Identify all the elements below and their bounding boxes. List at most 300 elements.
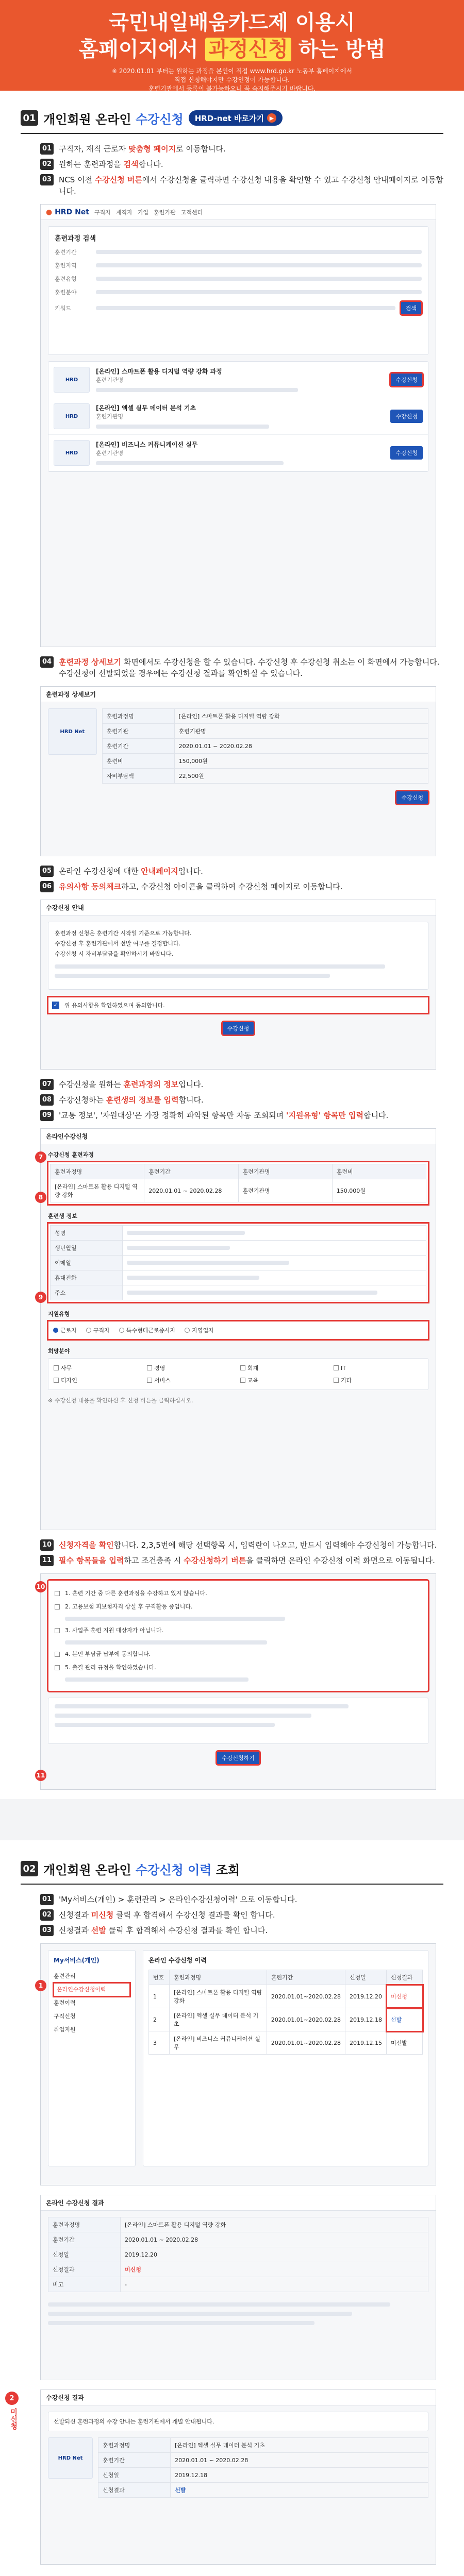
checkbox-icon[interactable] xyxy=(147,1378,152,1383)
table-row xyxy=(149,1985,423,2008)
column-header: 훈련기간 xyxy=(267,1970,345,1985)
step-text-red: 수강신청하기 버튼 xyxy=(184,1556,246,1565)
nav-item[interactable]: 구직자 xyxy=(94,209,111,216)
checkbox-icon[interactable] xyxy=(55,1604,60,1609)
cell: [온라인] 스마트폰 활용 디지털 역량 강화 xyxy=(51,1179,144,1202)
table-header-row xyxy=(149,1970,423,1985)
column-header: 훈련과정명 xyxy=(51,1164,144,1179)
nav-item[interactable]: 재직자 xyxy=(115,209,132,216)
hero-banner xyxy=(0,0,464,91)
step-text xyxy=(59,866,203,877)
radio-checked-icon[interactable] xyxy=(53,1328,58,1333)
section2-title-post: 조회 xyxy=(211,1862,240,1877)
step-text-rest: 입니다. xyxy=(178,867,203,876)
guide-title: 수강신청 안내 xyxy=(46,904,84,911)
guide-notice-line: 훈련과정 신청은 훈련기간 시작일 기준으로 가능합니다. xyxy=(55,930,192,937)
field-label: 신청일 xyxy=(98,2468,171,2483)
section2-steps xyxy=(40,1894,443,1936)
checkbox-checked-icon[interactable]: ✓ xyxy=(52,1002,59,1009)
table-row xyxy=(51,1256,426,1270)
table-row xyxy=(98,2468,428,2483)
eligibility-text: 5. 출결 관리 규정을 확인하였습니다. xyxy=(65,1664,156,1671)
filter-input[interactable] xyxy=(96,263,422,267)
menu-item[interactable]: 취업지원 xyxy=(54,2026,76,2033)
checkbox-icon[interactable] xyxy=(334,1365,339,1370)
my-service-menu xyxy=(48,1950,136,2166)
detail-row xyxy=(48,708,428,784)
table-row xyxy=(48,2232,428,2247)
field-label: 훈련과정명 xyxy=(98,2438,171,2453)
checkbox-icon[interactable] xyxy=(55,1628,60,1633)
menu-item[interactable]: 구직신청 xyxy=(54,2013,76,2020)
field-label: 훈련비 xyxy=(102,754,174,769)
step-text xyxy=(59,143,226,155)
table-row xyxy=(48,2217,428,2232)
area-section-title: 희망분야 xyxy=(48,1348,70,1354)
form-content xyxy=(41,1144,436,1411)
detail-apply-button[interactable]: 수강신청 xyxy=(396,791,428,804)
section2-title-hl: 수강신청 이력 xyxy=(136,1862,212,1877)
form-line xyxy=(55,1704,349,1708)
radio-option[interactable] xyxy=(53,1326,77,1334)
step-text xyxy=(59,881,343,892)
apply-button[interactable]: 수강신청 xyxy=(390,373,423,386)
cell: 2 xyxy=(149,2008,170,2031)
radio-option[interactable] xyxy=(119,1326,176,1334)
eligibility-content xyxy=(41,1574,436,1771)
nav-item[interactable]: 훈련기관 xyxy=(154,209,176,216)
cell: 2020.01.01~2020.02.28 xyxy=(267,1985,345,2008)
course-title[interactable]: [온라인] 엑셀 실무 데이터 분석 기초 xyxy=(96,404,196,412)
step-text-rest: 클릭 후 합격해서 수강신청 결과를 확인 합니다. xyxy=(106,1926,268,1935)
hrd-logo: ● HRD Net xyxy=(46,208,89,216)
field-label: 비고 xyxy=(48,2277,121,2292)
step-number: 02 xyxy=(40,159,54,170)
step-number: 10 xyxy=(40,1539,54,1551)
checkbox-icon[interactable] xyxy=(240,1378,245,1383)
table-row xyxy=(102,739,428,754)
cell: 훈련기관명 xyxy=(238,1179,332,1202)
step-text-red: 훈련생의 정보를 입력 xyxy=(106,1095,179,1105)
table-row xyxy=(98,2483,428,2498)
eligibility-text: 3. 사업주 훈련 지원 대상자가 아닙니다. xyxy=(65,1627,163,1634)
column-header: 번호 xyxy=(149,1970,170,1985)
checkbox-label: 회계 xyxy=(247,1365,259,1371)
hrd-net-link-label: HRD-net 바로가기 xyxy=(194,113,264,123)
radio-option[interactable] xyxy=(86,1326,110,1334)
section2-number: 02 xyxy=(21,1861,38,1876)
field-label: 훈련기간 xyxy=(102,739,174,754)
course-thumbnail: HRD Net xyxy=(48,2437,93,2479)
section2-header xyxy=(21,1856,443,1882)
result-content xyxy=(41,2211,436,2331)
section2-rule xyxy=(21,1884,443,1885)
form-line xyxy=(48,2302,390,2307)
checkbox-icon[interactable] xyxy=(240,1365,245,1370)
step-number: 03 xyxy=(40,1925,54,1936)
nav-item[interactable]: 고객센터 xyxy=(180,209,203,216)
step-text-rest: 입니다. xyxy=(178,1080,204,1089)
checkbox-icon[interactable] xyxy=(54,1365,59,1370)
hero-title-line2 xyxy=(0,36,464,63)
result-link[interactable]: 선발 xyxy=(387,2008,423,2031)
filter-row xyxy=(55,275,422,283)
course-info-box xyxy=(48,1162,428,1205)
step-number: 11 xyxy=(40,1555,54,1566)
course-org: 훈련기관명 xyxy=(96,377,124,383)
checkbox-icon[interactable] xyxy=(55,1591,60,1596)
field-value: 훈련기관명 xyxy=(174,724,428,739)
field-value: 2020.01.01 ~ 2020.02.28 xyxy=(174,739,428,754)
apply-button[interactable]: 수강신청 xyxy=(390,410,423,423)
step-text-red: 신청자격을 확인 xyxy=(59,1540,114,1550)
step-text-red: '지원유형' 항목만 입력 xyxy=(286,1111,363,1120)
search-button[interactable]: 검색 xyxy=(401,301,422,315)
table-row xyxy=(102,724,428,739)
form-line xyxy=(48,2321,314,2325)
step-item xyxy=(40,656,443,679)
field-label: 신청결과 xyxy=(98,2483,171,2498)
step-text-red: 선발 xyxy=(91,1926,106,1935)
cell[interactable]: [온라인] 스마트폰 활용 디지털 역량 강화 xyxy=(170,1985,267,2008)
field-label: 훈련기간 xyxy=(48,2232,121,2247)
selected-header xyxy=(41,2390,436,2405)
hero-title-highlight: 과정신청 xyxy=(205,38,291,61)
course-org: 훈련기관명 xyxy=(96,413,124,420)
field-value: [온라인] 엑셀 실무 데이터 분석 기초 xyxy=(171,2438,428,2453)
step-text-rest: 하고 조건충족 시 xyxy=(124,1556,184,1565)
step-text-part: 수강신청을 원하는 xyxy=(59,1080,124,1089)
field-label: 신청일 xyxy=(48,2247,121,2262)
step-text-red: 맞춤형 페이지 xyxy=(128,144,176,154)
radio-label: 자영업자 xyxy=(192,1327,214,1334)
eligibility-box xyxy=(48,1580,428,1691)
hero-notice-line: ※ 2020.01.01 부터는 원하는 과정을 본인이 직접 www.hrd.go.kr 노동부 홈페이지에서 xyxy=(111,67,353,75)
field-input[interactable] xyxy=(123,1256,426,1270)
eligibility-item[interactable] xyxy=(55,1624,422,1637)
menu-item-active[interactable]: 온라인수강신청이력 xyxy=(54,1983,130,1996)
step-text-part: NCS 이전 xyxy=(59,175,95,184)
field-label: 훈련과정명 xyxy=(102,709,174,724)
eligibility-item[interactable] xyxy=(55,1600,422,1614)
step-text-rest: 클릭 후 합격해서 수강신청 결과를 확인 합니다. xyxy=(113,1910,275,1920)
selected-content xyxy=(41,2405,436,2504)
step-text-red: 훈련과정 상세보기 xyxy=(59,657,122,667)
table-row xyxy=(98,2453,428,2468)
step-text xyxy=(59,1110,388,1121)
filter-row xyxy=(55,301,422,315)
eligibility-text: 1. 훈련 기간 중 다른 훈련과정을 수강하고 있지 않습니다. xyxy=(65,1590,207,1597)
step-item xyxy=(40,1110,443,1121)
checkbox-icon[interactable] xyxy=(54,1378,59,1383)
column-header: 신청일 xyxy=(345,1970,387,1985)
selected-title: 수강신청 결과 xyxy=(46,2394,84,2401)
step-text xyxy=(59,1555,435,1566)
section1-header xyxy=(21,105,443,131)
area-grid xyxy=(48,1358,428,1390)
cell[interactable]: [온라인] 비즈니스 커뮤니케이션 실무 xyxy=(170,2031,267,2055)
cell: 3 xyxy=(149,2031,170,2055)
column-header: 신청결과 xyxy=(387,1970,423,1985)
column-header: 훈련기간 xyxy=(144,1164,238,1179)
step-text xyxy=(59,656,443,679)
screenshot-eligibility xyxy=(36,1573,436,1790)
hero-title-line1: 국민내일배움카드제 이용시 xyxy=(109,11,355,35)
step-item xyxy=(40,866,443,877)
step-text xyxy=(59,1079,203,1090)
field-value: 150,000원 xyxy=(174,754,428,769)
step-text-rest: 합니다. xyxy=(363,1111,389,1120)
detail-header xyxy=(41,687,436,702)
radio-icon[interactable] xyxy=(119,1328,124,1333)
step-text xyxy=(59,1909,275,1921)
checkbox-option[interactable] xyxy=(334,1376,423,1384)
step-number: 05 xyxy=(40,866,54,877)
filter-input[interactable] xyxy=(96,250,422,254)
checkbox-label: 사무 xyxy=(61,1365,72,1371)
steps-e xyxy=(40,1539,443,1566)
eligibility-item[interactable] xyxy=(55,1661,422,1674)
history-panel xyxy=(143,1950,428,2166)
field-input[interactable] xyxy=(123,1241,426,1256)
eligibility-text: 2. 고용보험 피보험자격 상실 후 구직활동 중입니다. xyxy=(65,1603,193,1610)
marker-7: 7 xyxy=(35,1151,46,1163)
apply-button[interactable]: 수강신청 xyxy=(390,446,423,460)
guide-notice-box xyxy=(48,922,428,990)
hero-notice-line: 훈련기관에서 등록이 불가능하오니 꼭 숙지해주시기 바랍니다. xyxy=(148,85,316,92)
table-row xyxy=(48,2247,428,2262)
agree-label: 위 유의사항을 확인하였으며 동의합니다. xyxy=(64,1002,165,1009)
field-value: 미신청 xyxy=(121,2262,428,2277)
filter-label: 훈련분야 xyxy=(55,289,77,296)
checkbox-icon[interactable] xyxy=(55,1665,60,1670)
step-number: 03 xyxy=(40,174,54,185)
extra-input[interactable] xyxy=(65,1677,248,1682)
section2-title xyxy=(43,1860,240,1878)
step-text-part: 신청결과 xyxy=(59,1926,91,1935)
field-label: 훈련기간 xyxy=(98,2453,171,2468)
filter-input[interactable] xyxy=(96,290,422,294)
agree-row[interactable] xyxy=(48,997,428,1013)
checkbox-icon[interactable] xyxy=(147,1365,152,1370)
cell: 2019.12.18 xyxy=(345,2008,387,2031)
divider xyxy=(55,964,385,969)
step-text-part: 구직자, 재직 근로자 xyxy=(59,144,128,154)
support-section-title: 지원유형 xyxy=(48,1311,70,1317)
trainee-section-title: 훈련생 정보 xyxy=(48,1213,77,1219)
extra-fields-box xyxy=(48,1698,428,1744)
marker-8: 8 xyxy=(35,1192,46,1203)
marker-2: 2 xyxy=(5,2392,19,2405)
step-item xyxy=(40,159,443,170)
extra-input[interactable] xyxy=(65,1640,267,1645)
steps-d xyxy=(40,1079,443,1121)
cell: 2020.01.01~2020.02.28 xyxy=(267,2008,345,2031)
result-link[interactable]: 미신청 xyxy=(387,1985,423,2008)
detail-title: 훈련과정 상세보기 xyxy=(46,691,96,698)
checkbox-option[interactable] xyxy=(240,1376,329,1384)
step-text-part: 신청결과 xyxy=(59,1910,91,1920)
guide-header xyxy=(41,900,436,916)
submit-apply-button[interactable]: 수강신청하기 xyxy=(217,1751,260,1765)
checkbox-icon[interactable] xyxy=(334,1378,339,1383)
eligibility-item[interactable] xyxy=(55,1587,422,1600)
field-label: 신청결과 xyxy=(48,2262,121,2277)
course-title[interactable]: [온라인] 스마트폰 활용 디지털 역량 강화 과정 xyxy=(96,368,222,375)
result-item[interactable] xyxy=(48,398,428,435)
cell: 2020.01.01 ~ 2020.02.28 xyxy=(144,1179,238,1202)
guide-apply-button[interactable]: 수강신청 xyxy=(222,1022,255,1035)
menu-title: My서비스(개인) xyxy=(54,1957,100,1964)
checkbox-option[interactable] xyxy=(54,1364,143,1372)
step-text-red: 유의사항 동의체크 xyxy=(59,882,122,891)
hrd-net-link-button[interactable] xyxy=(189,110,283,126)
steps-b xyxy=(40,656,443,679)
screenshot-history-list xyxy=(40,1943,436,2185)
menu-item[interactable]: 훈련관리 xyxy=(54,1973,76,1979)
screenshot-result-unapplied xyxy=(40,2195,436,2380)
step-number: 09 xyxy=(40,1110,54,1121)
field-label: 주소 xyxy=(51,1285,123,1300)
radio-icon[interactable] xyxy=(185,1328,190,1333)
history-table xyxy=(148,1970,423,2055)
step-text-red: 필수 항목들을 입력 xyxy=(59,1556,124,1565)
field-value: 2019.12.20 xyxy=(121,2247,428,2262)
result-item[interactable] xyxy=(48,362,428,398)
field-label: 성명 xyxy=(51,1226,123,1241)
eligibility-item[interactable] xyxy=(55,1648,422,1661)
filter-label: 훈련기간 xyxy=(55,249,77,256)
radio-icon[interactable] xyxy=(86,1328,91,1333)
checkbox-label: 디자인 xyxy=(61,1377,77,1384)
table-row xyxy=(102,709,428,724)
checkbox-icon[interactable] xyxy=(55,1652,60,1657)
step-text-part: '교통 정보', '자원대상'은 가장 정확히 파악된 항목만 자동 조회되며 xyxy=(59,1111,286,1120)
checkbox-option[interactable] xyxy=(54,1376,143,1384)
radio-label: 구직자 xyxy=(93,1327,110,1334)
steps-c xyxy=(40,866,443,892)
screenshot-result-selected xyxy=(40,2389,436,2565)
marker-1: 1 xyxy=(35,1980,46,1991)
search-title: 훈련과정 검색 xyxy=(55,235,96,243)
checkbox-option[interactable] xyxy=(147,1364,236,1372)
checkbox-label: IT xyxy=(341,1364,346,1371)
filter-row xyxy=(55,261,422,269)
arrow-right-icon: ▶ xyxy=(267,113,276,123)
section1-title-hl: 수강신청 xyxy=(136,112,184,127)
checkbox-option[interactable] xyxy=(334,1364,423,1372)
history-title: 온라인 수강신청 이력 xyxy=(148,1957,207,1964)
step-text xyxy=(59,159,163,170)
hero-notice-line: 직접 신청해야지만 수강인정이 가능합니다. xyxy=(174,76,290,83)
form-title: 온라인수강신청 xyxy=(46,1133,88,1140)
detail-content xyxy=(41,702,436,810)
extra-input[interactable] xyxy=(65,1617,285,1621)
result-link[interactable]: 미선발 xyxy=(387,2031,423,2055)
filter-row xyxy=(55,248,422,256)
table-row xyxy=(102,754,428,769)
checkbox-label: 서비스 xyxy=(154,1377,171,1384)
column-header: 훈련비 xyxy=(332,1164,426,1179)
label-unapplied: 미신청 xyxy=(9,2408,18,2430)
radio-option[interactable] xyxy=(185,1326,214,1334)
trainee-info-box xyxy=(48,1223,428,1302)
table-row xyxy=(51,1226,426,1241)
step-number: 04 xyxy=(40,656,54,668)
field-input[interactable] xyxy=(123,1270,426,1285)
step-item xyxy=(40,174,443,197)
hero-title-pre: 홈페이지에서 xyxy=(78,38,206,61)
course-thumbnail: HRD xyxy=(54,440,90,466)
guide-notice-line: 수강신청 후 훈련기관에서 선발 여부를 결정합니다. xyxy=(55,940,181,947)
field-value: 2019.12.18 xyxy=(171,2468,428,2483)
nav-item[interactable]: 기업 xyxy=(137,209,149,216)
step-text-part: 온라인 수강신청에 대한 xyxy=(59,867,141,876)
search-content xyxy=(41,220,436,478)
section1-rule xyxy=(21,133,443,134)
field-input[interactable] xyxy=(123,1285,426,1300)
step-item xyxy=(40,1925,443,1936)
menu-item[interactable]: 훈련이력 xyxy=(54,1999,76,2006)
course-meta xyxy=(96,425,269,429)
course-title[interactable]: [온라인] 비즈니스 커뮤니케이션 실무 xyxy=(96,441,198,448)
table-row xyxy=(102,769,428,784)
table-row xyxy=(149,2031,423,2055)
step-item xyxy=(40,1079,443,1090)
field-label: 훈련기관 xyxy=(102,724,174,739)
step-item xyxy=(40,1094,443,1106)
filter-input[interactable] xyxy=(96,277,422,281)
field-input[interactable] xyxy=(123,1226,426,1241)
step-text-rest: 합니다. xyxy=(178,1095,204,1105)
section-online-apply xyxy=(0,105,464,1790)
guide-content xyxy=(41,916,436,1041)
steps-a xyxy=(40,143,443,197)
step-text-rest: 하고, 수강신청 아이콘을 클릭하여 수강신청 페이지로 이동합니다. xyxy=(121,882,343,891)
result-item[interactable] xyxy=(48,435,428,471)
section2-title-pre: 개인회원 온라인 xyxy=(43,1862,136,1877)
cell[interactable]: [온라인] 엑셀 실무 데이터 분석 기초 xyxy=(170,2008,267,2031)
screenshot-apply-guide xyxy=(40,900,436,1070)
course-section-title: 수강신청 훈련과정 xyxy=(48,1151,94,1158)
keyword-input[interactable] xyxy=(96,306,395,310)
step-number: 01 xyxy=(40,1894,54,1905)
form-line xyxy=(55,1714,311,1718)
divider xyxy=(55,974,330,978)
marker-10: 10 xyxy=(35,1581,46,1592)
course-thumbnail: HRD xyxy=(54,403,90,429)
checkbox-option[interactable] xyxy=(147,1376,236,1384)
step-item xyxy=(40,1894,443,1905)
guide-notice-line: 수강신청 시 자비부담금을 확인하시기 바랍니다. xyxy=(55,951,174,957)
step-text xyxy=(59,174,443,197)
checkbox-option[interactable] xyxy=(240,1364,329,1372)
step-number: 08 xyxy=(40,1094,54,1106)
filter-label: 훈련지역 xyxy=(55,262,77,269)
site-header xyxy=(41,205,436,220)
course-meta xyxy=(96,388,298,392)
step-text-rest: 합니다. 2,3,5번에 해당 선택항목 시, 입력란이 나오고, 반드시 입력해야 수강신청이 가능합니다. xyxy=(113,1540,437,1550)
field-value: 2020.01.01 ~ 2020.02.28 xyxy=(121,2232,428,2247)
table-row xyxy=(48,2262,428,2277)
hero-title-post: 하는 방법 xyxy=(291,38,386,61)
table-row xyxy=(51,1285,426,1300)
step-text-rest: 화면에서도 수강신청을 할 수 있습니다. 수강신청 후 수강신청 취소는 이 화면에서 가능합니다. 수강신청이 선발되었을 경우에는 수강신청 결과를 확인하실 수 있습니다. xyxy=(59,657,440,678)
step-text-red: 안내페이지 xyxy=(141,867,178,876)
step-item xyxy=(40,1555,443,1566)
filter-label: 키워드 xyxy=(55,305,71,312)
field-label: 자비부담액 xyxy=(102,769,174,784)
